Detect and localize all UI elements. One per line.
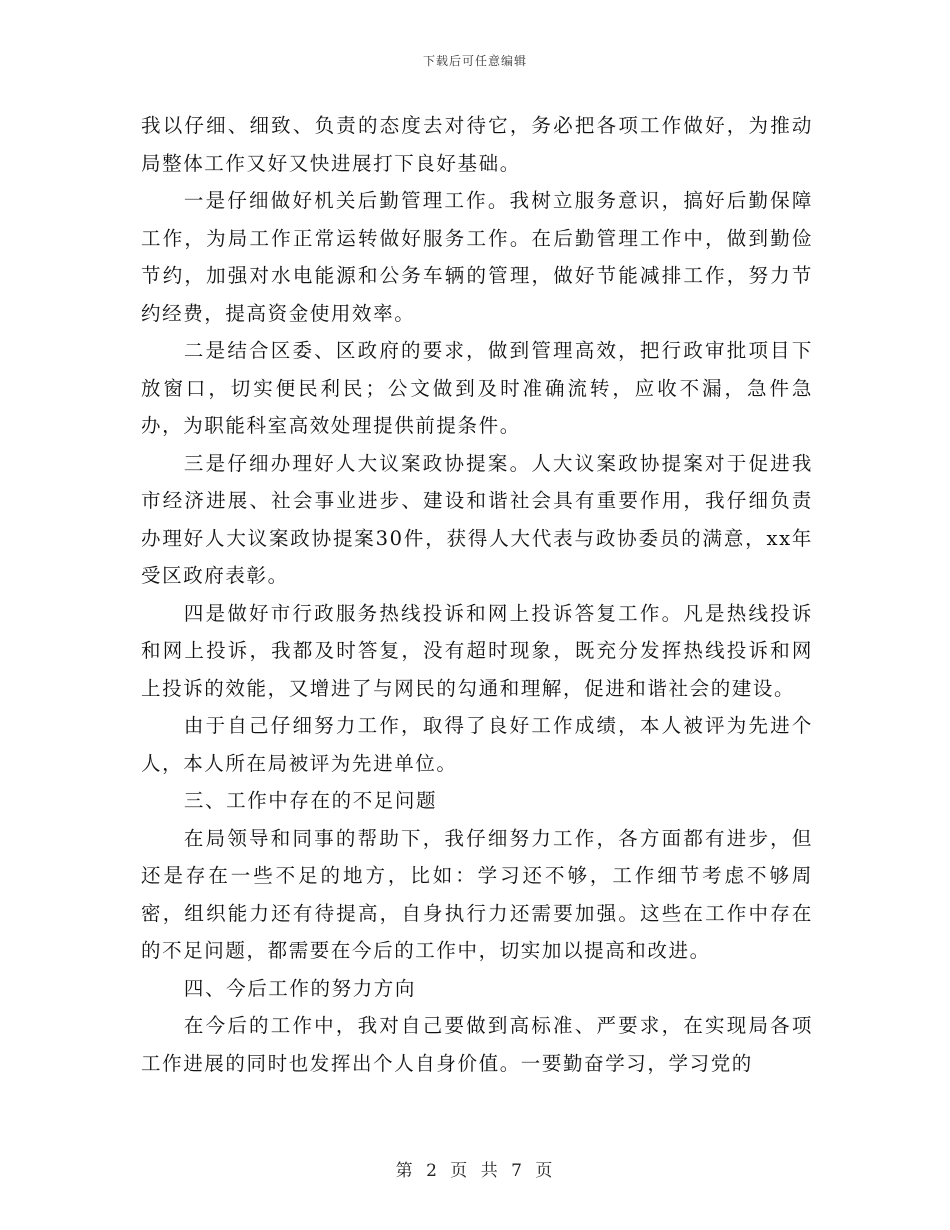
paragraph-proposals-handling: 三是仔细办理好人大议案政协提案。人大议案政协提案对于促进我市经济进展、社会事业进步、建设和谐社会具有重要作用，我仔细负责办理好人大议案政协提案30件，获得人大代表与政协委员的满意，xx年受区政府表彰。 <box>141 451 813 587</box>
paragraph-hotline-complaints: 四是做好市行政服务热线投诉和网上投诉答复工作。凡是热线投诉和网上投诉，我都及时答复，没有超时现象，既充分发挥热线投诉和网上投诉的效能，又增进了与网民的勾通和理解，促进和谐社会的建设。 <box>141 601 813 700</box>
paragraph-future-direction: 在今后的工作中，我对自己要做到高标准、严要求，在实现局各项工作进展的同时也发挥出个人自身价值。一要勤奋学习，学习党的 <box>141 1014 813 1075</box>
page-header: 下载后可任意编辑 <box>422 54 527 68</box>
paragraph-administrative-efficiency: 二是结合区委、区政府的要求，做到管理高效，把行政审批项目下放窗口，切实便民利民；公文做到及时准确流转，应收不漏，急件急办，为职能科室高效处理提供前提条件。 <box>141 339 813 437</box>
paragraph-intro-continuation: 我以仔细、细致、负责的态度去对待它，务必把各项工作做好，为推动局整体工作又好又快进展打下良好基础。 <box>141 114 813 175</box>
page-number-footer: 第 2 页 共 7 页 <box>395 1161 555 1181</box>
paragraph-achievements: 由于自己仔细努力工作，取得了良好工作成绩，本人被评为先进个人，本人所在局被评为先进单位。 <box>141 714 813 775</box>
paragraph-logistics-management: 一是仔细做好机关后勤管理工作。我树立服务意识，搞好后勤保障工作，为局工作正常运转做好服务工作。在后勤管理工作中，做到勤俭节约，加强对水电能源和公务车辆的管理，做好节能减排工作，努力节约经费，提高资金使用效率。 <box>141 189 813 325</box>
document-body <box>141 107 813 1082</box>
section-heading-shortcomings: 三、工作中存在的不足问题 <box>183 789 438 812</box>
section-heading-future-direction: 四、今后工作的努力方向 <box>183 976 416 1000</box>
paragraph-shortcomings: 在局领导和同事的帮助下，我仔细努力工作，各方面都有进步，但还是存在一些不足的地方，比如：学习还不够，工作细节考虑不够周密，组织能力还有待提高，自身执行力还需要加强。这些在工作中存在的不足问题，都需要在今后的工作中，切实加以提高和改进。 <box>141 826 813 962</box>
